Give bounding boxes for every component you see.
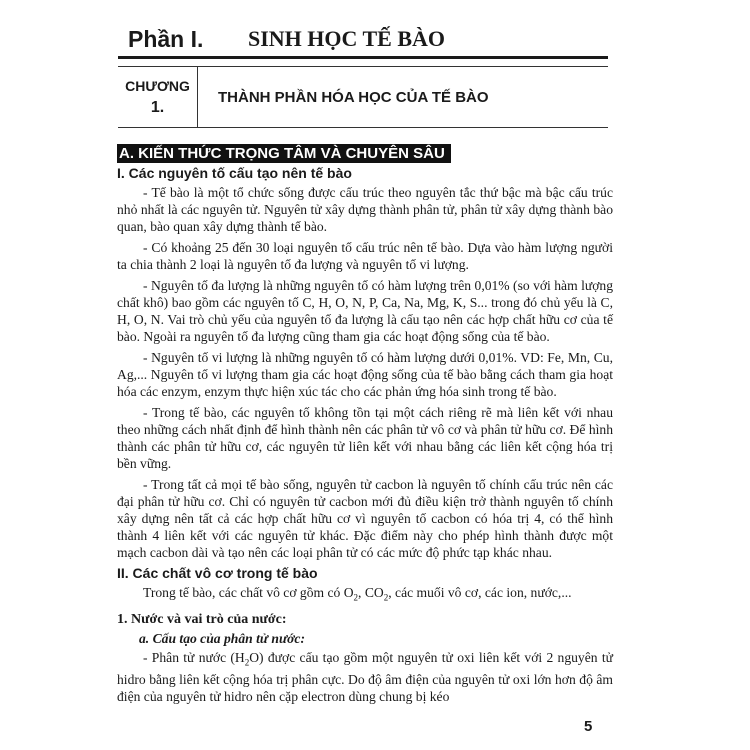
paragraph: - Tế bào là một tổ chức sống được cấu trúc theo nguyên tắc thứ bậc mà bậc cấu trúc nhỏ nhất là các nguyên tử. Nguyên tử xây dựng thành phân tử, phân tử xây dựng thành bào quan, bào quan xây dựng thành tế bào. xyxy=(117,185,613,234)
water-heading: 1. Nước và vai trò của nước: xyxy=(117,611,287,627)
paragraph: - Trong tế bào, các nguyên tố không tồn tại một cách riêng rẽ mà liên kết với nhau theo những cách nhất định để hình thành nên các phân tử vô cơ và phân tử hữu cơ. Để hình thành các phân tử hữu cơ, các nguyên tử liên kết với nhau bằng các liên kết cộng hóa trị bền vững. xyxy=(117,405,613,471)
page-number: 5 xyxy=(584,718,593,735)
water-paragraph: - Phân tử nước $(H_2O)$ được cấu tạo gồm một nguyên tử oxi liên kết với 2 nguyên tử hidro bằng liên kết cộng hóa trị phân cực. Do độ âm điện của nguyên tử oxi lớn hơn độ âm điện của nguyên tử hidro nên cặp electron dùng chung bị kéo xyxy=(117,649,613,705)
water-structure-heading: a. Cấu tạo của phân tử nước: xyxy=(139,630,305,646)
chapter-number: 1. xyxy=(150,99,165,116)
chapter-title: THÀNH PHẦN HÓA HỌC CỦA TẾ BÀO xyxy=(218,89,489,106)
chapter-word: CHƯƠNG xyxy=(125,78,190,94)
section-a-heading: A. KIẾN THỨC TRỌNG TÂM VÀ CHUYÊN SÂU xyxy=(117,144,451,163)
part-label: Phần I. xyxy=(128,26,204,52)
paragraph: - Nguyên tố đa lượng là những nguyên tố có hàm lượng trên 0,01% (so với hàm lượng chất khô) bao gồm các nguyên tố C, H, O, N, P, Ca, Na, Mg, K, S... trong đó chủ yếu là C, H, O, N. Vai trò chủ yếu của nguyên tố đa lượng là cấu tạo nên các hợp chất hữu cơ của tế bào. Ngoài ra nguyên tố đa lượng cũng tham gia các hoạt động sống của tế bào. xyxy=(117,278,613,344)
section-2-heading: II. Các chất vô cơ trong tế bào xyxy=(117,565,318,581)
paragraph: - Trong tất cả mọi tế bào sống, nguyên tử cacbon là nguyên tố chính cấu trúc nên các đại phân tử hữu cơ. Chỉ có nguyên tử cacbon mới đủ điều kiện trở thành nguyên tố chính xây dựng nên tất cả các hợp chất hữu cơ vì nguyên tố cacbon có hóa trị 4, có thể hình thành 4 liên kết với các nguyên tử khác. Đặc điểm này cho phép hình thành được một mạch cacbon dài và tạo nên các loại phân tử có các mức độ phức tạp khác nhau. xyxy=(117,477,613,560)
paragraph: - Có khoảng 25 đến 30 loại nguyên tố cấu trúc nên tế bào. Dựa vào hàm lượng người ta chia thành 2 loại là nguyên tố đa lượng và nguyên tố vi lượng. xyxy=(117,240,613,272)
part-header xyxy=(118,22,608,59)
page-content xyxy=(117,144,613,709)
section-2-intro: Trong tế bào, các chất vô cơ gồm có $O_2$, $CO_2$, các muối vô cơ, các ion, nước,... xyxy=(143,585,572,603)
chapter-box xyxy=(118,66,608,128)
chapter-label xyxy=(118,67,198,127)
part-title: SINH HỌC TẾ BÀO xyxy=(248,26,446,51)
section-1-heading: I. Các nguyên tố cấu tạo nên tế bào xyxy=(117,165,352,181)
paragraph: - Nguyên tố vi lượng là những nguyên tố có hàm lượng dưới 0,01%. VD: Fe, Mn, Cu, Ag,... Nguyên tố vi lượng tham gia các hoạt động sống của tế bào bằng cách tham gia hoạt hóa các enzym, enzym thực hiện xúc tác cho các phản ứng hóa sinh trong tế bào. xyxy=(117,350,613,399)
